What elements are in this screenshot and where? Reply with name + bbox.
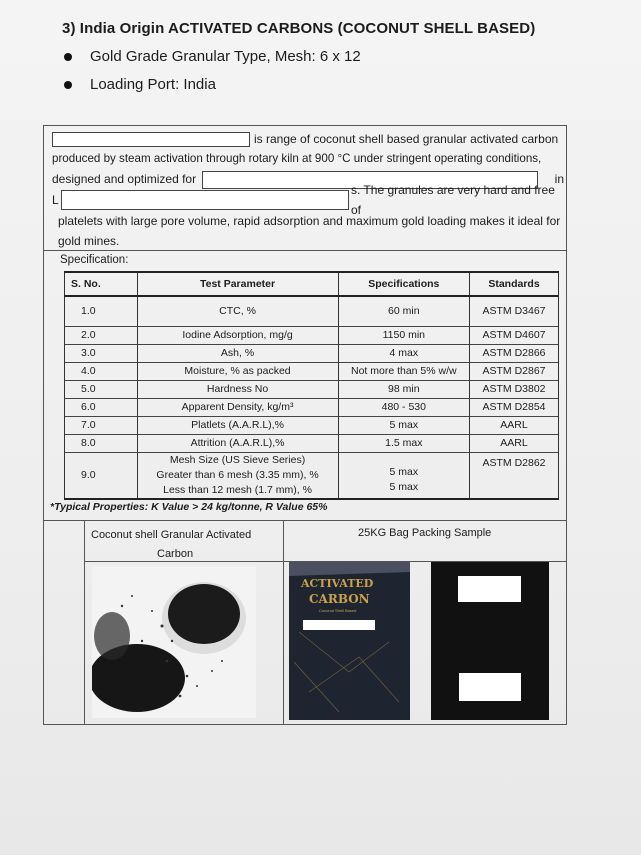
spec-table — [64, 271, 559, 500]
cell-sno: 9.0 — [65, 452, 138, 499]
description-line: s. The granules are very hard and free of — [350, 182, 555, 217]
specification-label: Specification: — [60, 254, 129, 266]
cell-spec: 98 min — [338, 380, 469, 398]
cell-standard: AARL — [470, 416, 559, 434]
cell-sno: 2.0 — [65, 326, 138, 344]
redacted-box — [52, 132, 250, 147]
divider — [84, 520, 85, 725]
redacted-box — [459, 673, 521, 701]
cell-sno: 5.0 — [65, 380, 138, 398]
table-row-mesh — [65, 452, 559, 499]
bag-sublabel: Coconut Shell Based — [319, 608, 357, 613]
cell-standard: ASTM D2862 — [470, 452, 559, 499]
cell-sno: 7.0 — [65, 416, 138, 434]
mesh-spec-line: 5 max — [389, 481, 419, 493]
carbon-granules-image — [92, 566, 256, 718]
bullet-text: Loading Port: India — [90, 76, 216, 93]
black-bag-image — [431, 562, 549, 720]
divider — [43, 250, 567, 251]
cell-parameter: Hardness No — [137, 380, 338, 398]
description-line: L — [52, 192, 59, 207]
cell-parameter — [137, 452, 338, 499]
table-row — [65, 398, 559, 416]
redacted-box — [458, 576, 521, 602]
cell-spec: Not more than 5% w/w — [338, 362, 469, 380]
redacted-box — [61, 190, 349, 210]
description-line: designed and optimized for — [52, 172, 197, 187]
description-line: platelets with large pore volume, rapid adsorption and maximum gold loading makes it ideal for — [58, 213, 561, 228]
col-header-specifications: Specifications — [338, 272, 469, 296]
table-row — [65, 434, 559, 452]
description-line: in — [554, 172, 564, 187]
bullet-text: Gold Grade Granular Type, Mesh: 6 x 12 — [90, 48, 361, 65]
divider — [43, 520, 567, 521]
cell-spec: 60 min — [338, 296, 469, 326]
photo-caption: Carbon — [157, 548, 194, 560]
cell-spec: 4 max — [338, 344, 469, 362]
cell-standard: ASTM D2854 — [470, 398, 559, 416]
table-row — [65, 380, 559, 398]
table-row — [65, 416, 559, 434]
col-header-parameter: Test Parameter — [137, 272, 338, 296]
section-heading: 3) India Origin ACTIVATED CARBONS (COCONUT SHELL BASED) — [62, 20, 536, 37]
mesh-param-line: Less than 12 mesh (1.7 mm), % — [163, 483, 312, 496]
cell-parameter: CTC, % — [137, 296, 338, 326]
cell-standard: ASTM D2866 — [470, 344, 559, 362]
cell-parameter: Moisture, % as packed — [137, 362, 338, 380]
cell-parameter: Apparent Density, kg/m³ — [137, 398, 338, 416]
cell-parameter: Iodine Adsorption, mg/g — [137, 326, 338, 344]
cell-standard: AARL — [470, 434, 559, 452]
table-row — [65, 296, 559, 326]
cell-spec: 480 - 530 — [338, 398, 469, 416]
cell-spec — [338, 452, 469, 499]
bullet-item-grade — [62, 48, 361, 65]
cell-parameter: Platlets (A.A.R.L),% — [137, 416, 338, 434]
bullet-item-port — [62, 76, 216, 93]
cell-standard: ASTM D3802 — [470, 380, 559, 398]
col-header-standards: Standards — [470, 272, 559, 296]
activated-carbon-bag-image — [289, 562, 410, 720]
table-row — [65, 344, 559, 362]
photo-caption: Coconut shell Granular Activated — [91, 529, 252, 541]
bag-label: CARBON — [309, 592, 370, 606]
mesh-spec-line: 5 max — [389, 466, 419, 478]
bullet-dot-icon — [64, 53, 72, 61]
cell-standard: ASTM D4607 — [470, 326, 559, 344]
cell-spec: 5 max — [338, 416, 469, 434]
description — [52, 129, 564, 252]
cell-standard: ASTM D2867 — [470, 362, 559, 380]
typical-properties: *Typical Properties: K Value > 24 kg/tonne, R Value 65% — [50, 501, 328, 513]
mesh-param-line: Mesh Size (US Sieve Series) — [169, 453, 306, 466]
divider — [283, 520, 284, 725]
cell-sno: 8.0 — [65, 434, 138, 452]
cell-sno: 1.0 — [65, 296, 138, 326]
cell-sno: 4.0 — [65, 362, 138, 380]
cell-spec: 1150 min — [338, 326, 469, 344]
cell-parameter: Ash, % — [137, 344, 338, 362]
mesh-param-line: Greater than 6 mesh (3.35 mm), % — [156, 468, 319, 481]
table-row — [65, 326, 559, 344]
description-line: gold mines. — [58, 234, 120, 248]
cell-sno: 3.0 — [65, 344, 138, 362]
cell-spec: 1.5 max — [338, 434, 469, 452]
table-row — [65, 362, 559, 380]
bag-label: ACTIVATED — [301, 577, 374, 590]
cell-standard: ASTM D3467 — [470, 296, 559, 326]
cell-sno: 6.0 — [65, 398, 138, 416]
cell-parameter: Attrition (A.A.R.L),% — [137, 434, 338, 452]
col-header-sno: S. No. — [65, 272, 138, 296]
description-line: produced by steam activation through rotary kiln at 900 °C under stringent operating conditions, — [52, 152, 542, 165]
description-line: is range of coconut shell based granular activated carbon — [254, 131, 559, 146]
photo-caption: 25KG Bag Packing Sample — [358, 527, 492, 539]
bullet-dot-icon — [64, 81, 72, 89]
